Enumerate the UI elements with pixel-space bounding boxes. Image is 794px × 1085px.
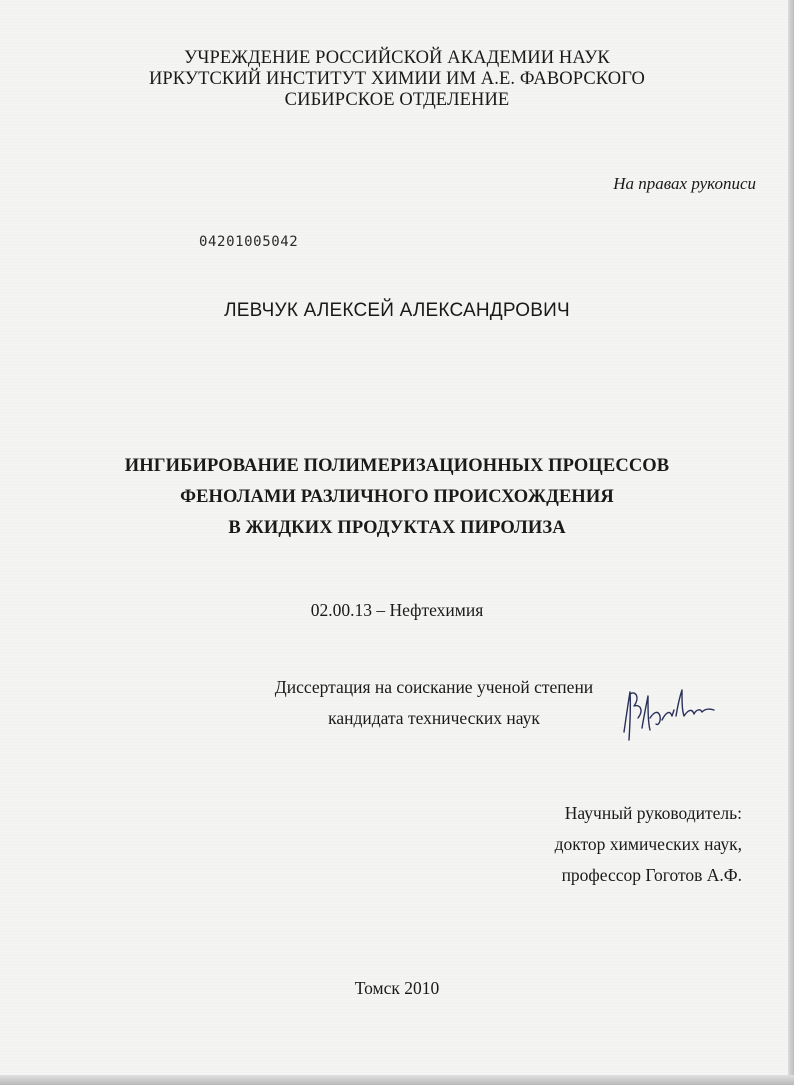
supervisor-line-2: доктор химических наук, (554, 834, 742, 854)
institution-line-1: УЧРЕЖДЕНИЕ РОССИЙСКОЙ АКАДЕМИИ НАУК (184, 48, 610, 68)
scan-edge-right (788, 0, 794, 1085)
title-line-1: ИНГИБИРОВАНИЕ ПОЛИМЕРИЗАЦИОННЫХ ПРОЦЕССОВ (124, 456, 670, 476)
archive-code: 04201005042 (199, 234, 299, 250)
author-name: ЛЕВЧУК АЛЕКСЕЙ АЛЕКСАНДРОВИЧ (224, 300, 570, 321)
degree-line-1: Диссертация на соискание ученой степени (274, 677, 594, 697)
specialty-code: 02.00.13 – Нефтехимия (310, 600, 484, 620)
institution-line-2: ИРКУТСКИЙ ИНСТИТУТ ХИМИИ ИМ А.Е. ФАВОРСКОГО (148, 69, 646, 89)
degree-line-2: кандидата технических наук (328, 708, 540, 728)
city-year: Томск 2010 (354, 978, 440, 998)
title-line-3: В ЖИДКИХ ПРОДУКТАХ ПИРОЛИЗА (228, 518, 566, 538)
institution-line-3: СИБИРСКОЕ ОТДЕЛЕНИЕ (284, 90, 510, 110)
author-signature (618, 680, 728, 750)
supervisor-line-1: Научный руководитель: (564, 803, 742, 823)
scan-edge-bottom (0, 1075, 794, 1085)
manuscript-rights-note: На правах рукописи (613, 174, 756, 193)
title-line-2: ФЕНОЛАМИ РАЗЛИЧНОГО ПРОИСХОЖДЕНИЯ (180, 487, 614, 507)
supervisor-line-3: профессор Гоготов А.Ф. (561, 865, 742, 885)
